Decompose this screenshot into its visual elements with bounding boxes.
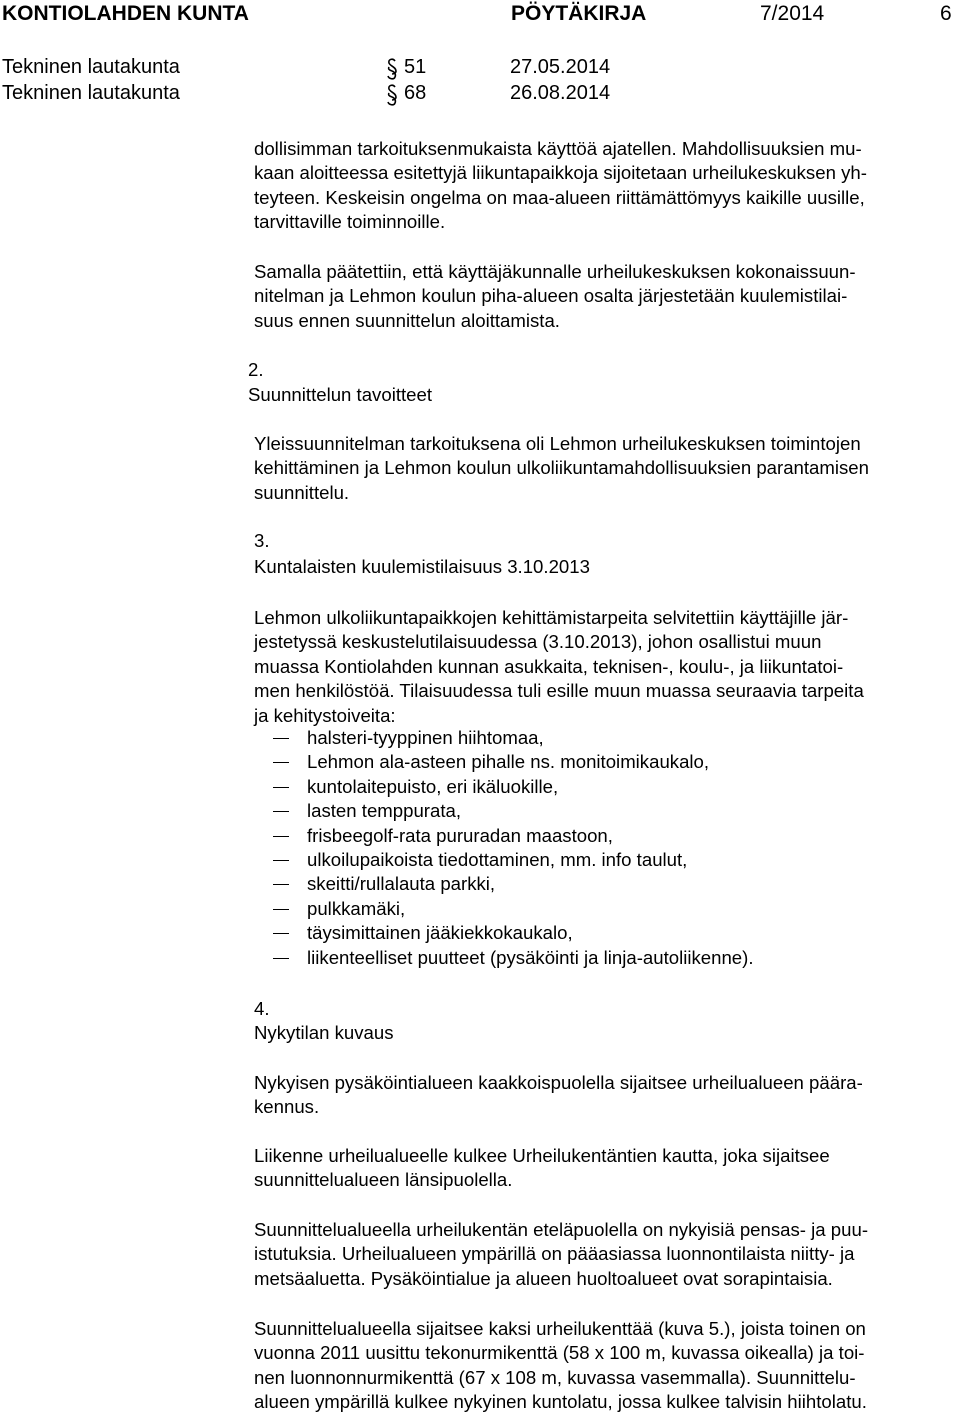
section-number-heading: 2. <box>248 359 264 380</box>
needs-list <box>254 726 754 970</box>
text-line: Nykyisen pysäköintialueen kaakkoispuolella sijaitsee urheilualueen päära- <box>254 1072 863 1093</box>
text-line: alueen ympärillä kulkee nykyinen kuntolatu, jossa kulkee talvisin hiihtolatu. <box>254 1391 867 1413</box>
text-line: Yleissuunnitelman tarkoituksena oli Lehmon urheilukeskuksen toimintojen <box>254 433 861 454</box>
text-line: men henkilöstöä. Tilaisuudessa tuli esille muun muassa seuraavia tarpeita <box>254 680 864 702</box>
dash-bullet-icon <box>273 884 289 885</box>
section-heading: Kuntalaisten kuulemistilaisuus 3.10.2013 <box>254 556 590 577</box>
issue-number: 7/2014 <box>760 2 825 25</box>
paragraph <box>254 1317 958 1415</box>
page-number: 6 <box>940 2 952 25</box>
municipality-name: KONTIOLAHDEN KUNTA <box>2 2 249 25</box>
list-item: ulkoilupaikoista tiedottaminen, mm. info taulut, <box>254 848 754 872</box>
list-item: pulkkamäki, <box>254 897 754 921</box>
document-type: PÖYTÄKIRJA <box>511 2 647 25</box>
dash-bullet-icon <box>273 762 289 763</box>
section-number: 68 <box>404 82 427 104</box>
text-line: ja kehitystoiveita: <box>254 704 396 726</box>
list-item: täysimittainen jääkiekkokaukalo, <box>254 921 754 945</box>
text-line: dollisimman tarkoituksenmukaista käyttöä ajatellen. Mahdollisuuksien mu- <box>254 138 862 159</box>
section-heading: Nykytilan kuvaus <box>254 1022 394 1043</box>
text-line: suunnittelu. <box>254 481 350 503</box>
text-line: Lehmon ulkoliikuntapaikkojen kehittämistarpeita selvitettiin käyttäjille jär- <box>254 607 849 628</box>
text-line: nen luonnonnurmikenttä (67 x 108 m, kuvassa vasemmalla). Suunnittelu- <box>254 1366 856 1388</box>
list-item: frisbeegolf-rata pururadan maastoon, <box>254 824 754 848</box>
meeting-date: 26.08.2014 <box>510 82 611 104</box>
section-number-heading: 4. <box>254 998 270 1019</box>
text-line: suus ennen suunnittelun aloittamista. <box>254 309 560 331</box>
dash-bullet-icon <box>273 836 289 837</box>
text-line: Suunnittelualueella urheilukentän eteläpuolella on nykyisiä pensas- ja puu- <box>254 1219 869 1240</box>
list-item: liikenteelliset puutteet (pysäköinti ja linja-autoliikenne). <box>254 946 754 970</box>
board-name: Tekninen lautakunta <box>2 82 180 104</box>
text-line: kehittäminen ja Lehmon koulun ulkoliikuntamahdollisuuksien parantamisen <box>254 457 869 479</box>
dash-bullet-icon <box>273 860 289 861</box>
dash-bullet-icon <box>273 811 289 812</box>
text-line: suunnittelualueen länsipuolella. <box>254 1169 513 1191</box>
text-line: nitelman ja Lehmon koulun piha-alueen osalta järjestetään kuulemistilai- <box>254 285 848 307</box>
list-item: halsteri-tyyppinen hiihtomaa, <box>254 726 754 750</box>
dash-bullet-icon <box>273 958 289 959</box>
list-item: lasten temppurata, <box>254 799 754 823</box>
board-name: Tekninen lautakunta <box>2 56 180 78</box>
paragraph <box>254 1144 958 1193</box>
text-line: tarvittaville toiminnoille. <box>254 211 446 233</box>
text-line: istutuksia. Urheilualueen ympärillä on pääasiassa luonnontilaista niitty- ja <box>254 1243 855 1265</box>
section-sign-icon <box>385 58 399 80</box>
list-item: kuntolaitepuisto, eri ikäluokille, <box>254 775 754 799</box>
list-item: skeitti/rullalauta parkki, <box>254 872 754 896</box>
dash-bullet-icon <box>273 933 289 934</box>
text-line: kaan aloitteessa esitettyjä liikuntapaikkoja sijoitetaan urheilukeskuksen yh- <box>254 162 867 184</box>
text-line: vuonna 2011 uusittu tekonurmikenttä (58 x 100 m, kuvassa oikealla) ja toi- <box>254 1342 865 1364</box>
paragraph <box>254 260 958 333</box>
text-line: Liikenne urheilualueelle kulkee Urheilukentäntien kautta, joka sijaitsee <box>254 1145 830 1166</box>
dash-bullet-icon <box>273 787 289 788</box>
text-line: Samalla päätettiin, että käyttäjäkunnalle urheilukeskuksen kokonaissuun- <box>254 261 856 282</box>
text-line: jestetyssä keskustelutilaisuudessa (3.10.2013), johon osallistui muun <box>254 631 822 653</box>
text-line: teyteen. Keskeisin ongelma on maa-alueen riittämättömyys kaikille uusille, <box>254 186 865 208</box>
text-line: kennus. <box>254 1096 320 1118</box>
dash-bullet-icon <box>273 738 289 739</box>
paragraph <box>254 137 958 235</box>
section-number: 51 <box>404 56 427 78</box>
paragraph <box>254 1218 958 1291</box>
paragraph <box>254 606 958 728</box>
section-heading: Suunnittelun tavoitteet <box>248 384 433 405</box>
dash-bullet-icon <box>273 909 289 910</box>
meeting-date: 27.05.2014 <box>510 56 611 78</box>
text-line: muassa Kontiolahden kunnan asukkaita, teknisen-, koulu-, ja liikuntatoi- <box>254 655 844 677</box>
paragraph <box>254 1071 958 1120</box>
list-item: Lehmon ala-asteen pihalle ns. monitoimikaukalo, <box>254 750 754 774</box>
text-line: metsäaluetta. Pysäköintialue ja alueen huoltoalueet ovat sorapintaisia. <box>254 1267 833 1289</box>
paragraph <box>254 432 958 505</box>
section-sign-icon <box>385 84 399 106</box>
text-line: Suunnittelualueella sijaitsee kaksi urheilukenttää (kuva 5.), joista toinen on <box>254 1318 866 1339</box>
section-number-heading: 3. <box>254 530 270 551</box>
